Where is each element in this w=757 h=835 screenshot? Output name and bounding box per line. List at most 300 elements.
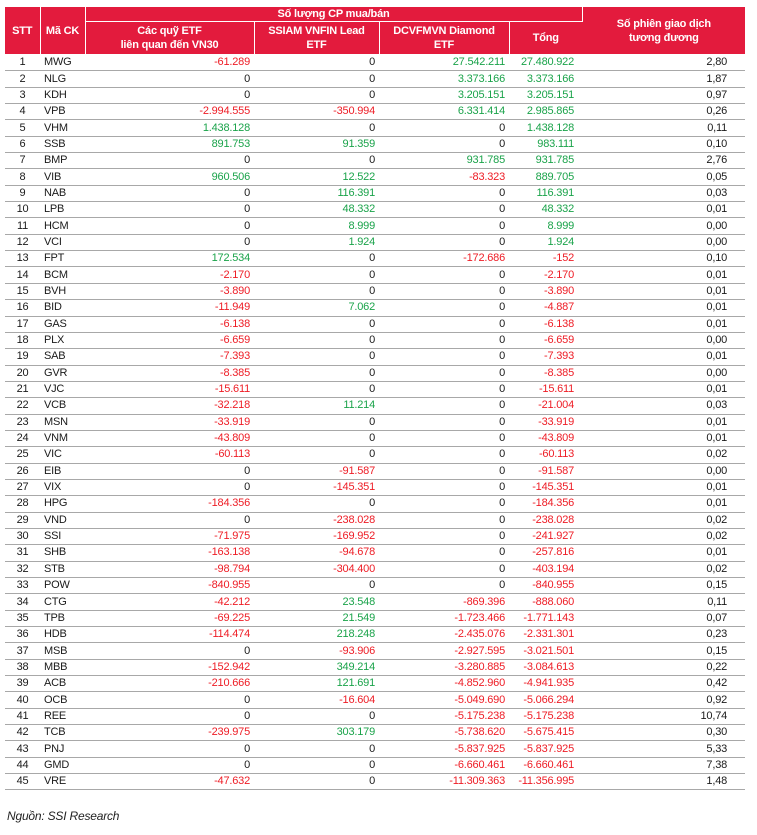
cell-ssiam: 0 [254, 365, 379, 381]
cell-dcvfmvn: 0 [379, 349, 509, 365]
cell-ssiam: 12.522 [254, 169, 379, 185]
cell-total: -4.941.935 [509, 676, 582, 692]
table-row [5, 87, 745, 103]
cell-stt: 37 [5, 643, 40, 659]
table-row [5, 757, 745, 773]
cell-stt: 28 [5, 496, 40, 512]
table-row [5, 659, 745, 675]
table-row [5, 496, 745, 512]
cell-total: -33.919 [509, 414, 582, 430]
cell-ticker: MSB [40, 643, 85, 659]
cell-sessions: 0,01 [582, 381, 745, 397]
cell-ticker: STB [40, 561, 85, 577]
cell-etf-vn30: -184.356 [85, 496, 254, 512]
cell-total: -6.659 [509, 332, 582, 348]
cell-sessions: 1,87 [582, 71, 745, 87]
cell-etf-vn30: -69.225 [85, 610, 254, 626]
cell-etf-vn30: 0 [85, 463, 254, 479]
cell-etf-vn30: -7.393 [85, 349, 254, 365]
cell-etf-vn30: -15.611 [85, 381, 254, 397]
table-row [5, 283, 745, 299]
etf-flow-table-container [5, 7, 745, 790]
cell-total: -91.587 [509, 463, 582, 479]
cell-dcvfmvn: 0 [379, 234, 509, 250]
cell-stt: 6 [5, 136, 40, 152]
cell-total: -403.194 [509, 561, 582, 577]
cell-dcvfmvn: 0 [379, 381, 509, 397]
cell-sessions: 0,10 [582, 251, 745, 267]
cell-sessions: 0,01 [582, 267, 745, 283]
cell-dcvfmvn: 0 [379, 561, 509, 577]
table-row [5, 676, 745, 692]
cell-ticker: VCI [40, 234, 85, 250]
header-sessions-line1: Số phiên giao dịch [616, 17, 711, 30]
cell-ssiam: 0 [254, 381, 379, 397]
cell-etf-vn30: 0 [85, 185, 254, 201]
cell-ssiam: -94.678 [254, 545, 379, 561]
cell-sessions: 0,00 [582, 234, 745, 250]
cell-ssiam: 7.062 [254, 300, 379, 316]
cell-ticker: FPT [40, 251, 85, 267]
cell-stt: 18 [5, 332, 40, 348]
cell-stt: 27 [5, 479, 40, 495]
cell-sessions: 2,80 [582, 55, 745, 71]
cell-dcvfmvn: 0 [379, 512, 509, 528]
cell-stt: 41 [5, 708, 40, 724]
cell-total: -8.385 [509, 365, 582, 381]
table-row [5, 594, 745, 610]
table-row [5, 578, 745, 594]
cell-sessions: 0,03 [582, 398, 745, 414]
cell-stt: 22 [5, 398, 40, 414]
table-row [5, 202, 745, 218]
cell-stt: 2 [5, 71, 40, 87]
cell-sessions: 0,15 [582, 643, 745, 659]
cell-sessions: 0,22 [582, 659, 745, 675]
cell-ssiam: -91.587 [254, 463, 379, 479]
cell-ssiam: -93.906 [254, 643, 379, 659]
cell-etf-vn30: 0 [85, 202, 254, 218]
cell-ssiam: -238.028 [254, 512, 379, 528]
cell-dcvfmvn: 0 [379, 185, 509, 201]
table-row [5, 708, 745, 724]
cell-dcvfmvn: 3.205.151 [379, 87, 509, 103]
cell-sessions: 0,02 [582, 561, 745, 577]
cell-total: -11.356.995 [509, 774, 582, 790]
cell-etf-vn30: -98.794 [85, 561, 254, 577]
cell-stt: 43 [5, 741, 40, 757]
cell-total: -60.113 [509, 447, 582, 463]
cell-ssiam: 8.999 [254, 218, 379, 234]
cell-etf-vn30: 0 [85, 87, 254, 103]
cell-dcvfmvn: 0 [379, 578, 509, 594]
cell-ticker: TCB [40, 725, 85, 741]
cell-sessions: 0,42 [582, 676, 745, 692]
table-row [5, 169, 745, 185]
cell-ticker: SSI [40, 528, 85, 544]
cell-ssiam: 0 [254, 153, 379, 169]
table-row [5, 414, 745, 430]
header-dcvfmvn-line1: DCVFMVN Diamond [393, 25, 495, 37]
cell-total: 3.373.166 [509, 71, 582, 87]
cell-total: -840.955 [509, 578, 582, 594]
cell-ticker: BCM [40, 267, 85, 283]
cell-sessions: 0,11 [582, 594, 745, 610]
cell-sessions: 0,01 [582, 414, 745, 430]
cell-etf-vn30: 0 [85, 153, 254, 169]
cell-stt: 30 [5, 528, 40, 544]
cell-ssiam: 91.359 [254, 136, 379, 152]
cell-etf-vn30: -163.138 [85, 545, 254, 561]
cell-total: -6.138 [509, 316, 582, 332]
header-dcvfmvn-line2: ETF [433, 39, 455, 51]
cell-ticker: SHB [40, 545, 85, 561]
cell-stt: 45 [5, 774, 40, 790]
header-ssiam [254, 22, 379, 55]
table-row [5, 447, 745, 463]
cell-stt: 35 [5, 610, 40, 626]
cell-ssiam: 116.391 [254, 185, 379, 201]
cell-sessions: 0,10 [582, 136, 745, 152]
table-row [5, 545, 745, 561]
cell-stt: 38 [5, 659, 40, 675]
cell-stt: 24 [5, 430, 40, 446]
cell-stt: 16 [5, 300, 40, 316]
cell-dcvfmvn: -4.852.960 [379, 676, 509, 692]
cell-ticker: CTG [40, 594, 85, 610]
cell-ssiam: 21.549 [254, 610, 379, 626]
cell-dcvfmvn: 0 [379, 283, 509, 299]
cell-ssiam: 0 [254, 496, 379, 512]
cell-total: -5.066.294 [509, 692, 582, 708]
cell-etf-vn30: 0 [85, 692, 254, 708]
cell-total: -888.060 [509, 594, 582, 610]
cell-total: -5.675.415 [509, 725, 582, 741]
cell-dcvfmvn: 0 [379, 218, 509, 234]
cell-dcvfmvn: 931.785 [379, 153, 509, 169]
cell-stt: 10 [5, 202, 40, 218]
cell-ticker: VND [40, 512, 85, 528]
table-row [5, 627, 745, 643]
cell-dcvfmvn: -5.049.690 [379, 692, 509, 708]
cell-sessions: 0,11 [582, 120, 745, 136]
header-ma-ck: Mã CK [40, 7, 85, 55]
cell-etf-vn30: -6.659 [85, 332, 254, 348]
cell-stt: 17 [5, 316, 40, 332]
cell-dcvfmvn: 0 [379, 430, 509, 446]
cell-dcvfmvn: -2.927.595 [379, 643, 509, 659]
table-row [5, 463, 745, 479]
cell-ticker: POW [40, 578, 85, 594]
cell-total: -145.351 [509, 479, 582, 495]
cell-ssiam: 303.179 [254, 725, 379, 741]
cell-stt: 19 [5, 349, 40, 365]
cell-ticker: VNM [40, 430, 85, 446]
cell-ticker: PLX [40, 332, 85, 348]
table-row [5, 365, 745, 381]
header-group-shares: Số lượng CP mua/bán [85, 7, 582, 22]
header-ssiam-line1: SSIAM VNFIN Lead [268, 25, 365, 37]
cell-dcvfmvn: 0 [379, 136, 509, 152]
cell-ssiam: 0 [254, 757, 379, 773]
cell-ticker: GVR [40, 365, 85, 381]
cell-ssiam: 0 [254, 87, 379, 103]
cell-stt: 8 [5, 169, 40, 185]
cell-ticker: VCB [40, 398, 85, 414]
cell-stt: 32 [5, 561, 40, 577]
table-row [5, 774, 745, 790]
cell-ticker: MWG [40, 55, 85, 71]
cell-etf-vn30: 0 [85, 234, 254, 250]
cell-ticker: GAS [40, 316, 85, 332]
cell-sessions: 0,30 [582, 725, 745, 741]
table-row [5, 610, 745, 626]
cell-sessions: 0,01 [582, 496, 745, 512]
cell-sessions: 0,01 [582, 316, 745, 332]
cell-etf-vn30: -3.890 [85, 283, 254, 299]
cell-ssiam: 0 [254, 774, 379, 790]
cell-ssiam: -350.994 [254, 104, 379, 120]
cell-ticker: HDB [40, 627, 85, 643]
cell-stt: 11 [5, 218, 40, 234]
cell-ssiam: 1.924 [254, 234, 379, 250]
cell-dcvfmvn: -5.837.925 [379, 741, 509, 757]
cell-total: -5.175.238 [509, 708, 582, 724]
cell-ssiam: 0 [254, 741, 379, 757]
table-row [5, 332, 745, 348]
cell-ticker: MBB [40, 659, 85, 675]
cell-total: -257.816 [509, 545, 582, 561]
cell-dcvfmvn: 0 [379, 528, 509, 544]
header-ssiam-line2: ETF [306, 39, 327, 51]
cell-total: 116.391 [509, 185, 582, 201]
cell-ticker: GMD [40, 757, 85, 773]
cell-dcvfmvn: 27.542.211 [379, 55, 509, 71]
table-row [5, 300, 745, 316]
cell-stt: 3 [5, 87, 40, 103]
cell-stt: 31 [5, 545, 40, 561]
cell-etf-vn30: -33.919 [85, 414, 254, 430]
cell-total: -241.927 [509, 528, 582, 544]
cell-stt: 20 [5, 365, 40, 381]
cell-sessions: 2,76 [582, 153, 745, 169]
cell-etf-vn30: 0 [85, 643, 254, 659]
cell-sessions: 7,38 [582, 757, 745, 773]
cell-ticker: OCB [40, 692, 85, 708]
cell-sessions: 0,01 [582, 300, 745, 316]
cell-sessions: 0,03 [582, 185, 745, 201]
cell-total: -238.028 [509, 512, 582, 528]
cell-ssiam: 0 [254, 316, 379, 332]
cell-dcvfmvn: 0 [379, 365, 509, 381]
cell-stt: 5 [5, 120, 40, 136]
cell-ticker: VPB [40, 104, 85, 120]
cell-dcvfmvn: -6.660.461 [379, 757, 509, 773]
cell-stt: 13 [5, 251, 40, 267]
cell-etf-vn30: 1.438.128 [85, 120, 254, 136]
header-sessions-line2: tương đương [628, 31, 699, 44]
cell-sessions: 0,92 [582, 692, 745, 708]
cell-sessions: 0,01 [582, 479, 745, 495]
cell-dcvfmvn: 0 [379, 545, 509, 561]
cell-sessions: 10,74 [582, 708, 745, 724]
cell-ticker: BMP [40, 153, 85, 169]
cell-total: -6.660.461 [509, 757, 582, 773]
cell-total: -43.809 [509, 430, 582, 446]
cell-total: 1.924 [509, 234, 582, 250]
cell-stt: 23 [5, 414, 40, 430]
cell-etf-vn30: -239.975 [85, 725, 254, 741]
cell-dcvfmvn: -83.323 [379, 169, 509, 185]
table-row [5, 512, 745, 528]
cell-ssiam: 0 [254, 430, 379, 446]
cell-ssiam: 0 [254, 55, 379, 71]
cell-stt: 9 [5, 185, 40, 201]
cell-stt: 25 [5, 447, 40, 463]
cell-total: 8.999 [509, 218, 582, 234]
cell-total: -21.004 [509, 398, 582, 414]
cell-dcvfmvn: -5.738.620 [379, 725, 509, 741]
cell-total: 983.111 [509, 136, 582, 152]
cell-dcvfmvn: -1.723.466 [379, 610, 509, 626]
cell-etf-vn30: -11.949 [85, 300, 254, 316]
cell-ssiam: 218.248 [254, 627, 379, 643]
cell-etf-vn30: 891.753 [85, 136, 254, 152]
table-row [5, 153, 745, 169]
cell-total: -3.084.613 [509, 659, 582, 675]
cell-dcvfmvn: 0 [379, 496, 509, 512]
cell-dcvfmvn: 0 [379, 120, 509, 136]
cell-ticker: REE [40, 708, 85, 724]
header-dcvfmvn [379, 22, 509, 55]
cell-total: -4.887 [509, 300, 582, 316]
cell-dcvfmvn: 0 [379, 447, 509, 463]
cell-total: -3.890 [509, 283, 582, 299]
cell-dcvfmvn: -2.435.076 [379, 627, 509, 643]
cell-dcvfmvn: 0 [379, 414, 509, 430]
cell-sessions: 0,02 [582, 512, 745, 528]
cell-total: 1.438.128 [509, 120, 582, 136]
cell-etf-vn30: -2.994.555 [85, 104, 254, 120]
cell-ssiam: -145.351 [254, 479, 379, 495]
cell-total: 3.205.151 [509, 87, 582, 103]
cell-ticker: NLG [40, 71, 85, 87]
cell-sessions: 0,00 [582, 365, 745, 381]
table-row [5, 398, 745, 414]
cell-ticker: LPB [40, 202, 85, 218]
cell-sessions: 0,26 [582, 104, 745, 120]
table-row [5, 430, 745, 446]
cell-ticker: NAB [40, 185, 85, 201]
cell-dcvfmvn: 0 [379, 202, 509, 218]
source-note: Nguồn: SSI Research [7, 809, 120, 823]
cell-stt: 44 [5, 757, 40, 773]
cell-sessions: 0,01 [582, 283, 745, 299]
cell-sessions: 0,01 [582, 202, 745, 218]
cell-total: -7.393 [509, 349, 582, 365]
cell-dcvfmvn: 0 [379, 479, 509, 495]
cell-ssiam: 0 [254, 120, 379, 136]
table-row [5, 71, 745, 87]
cell-stt: 12 [5, 234, 40, 250]
cell-total: -2.331.301 [509, 627, 582, 643]
cell-etf-vn30: -42.212 [85, 594, 254, 610]
cell-ssiam: 0 [254, 332, 379, 348]
cell-sessions: 0,05 [582, 169, 745, 185]
cell-ticker: TPB [40, 610, 85, 626]
cell-etf-vn30: 0 [85, 741, 254, 757]
cell-sessions: 0,02 [582, 528, 745, 544]
table-row [5, 316, 745, 332]
cell-dcvfmvn: -3.280.885 [379, 659, 509, 675]
cell-ticker: VIB [40, 169, 85, 185]
cell-ticker: MSN [40, 414, 85, 430]
table-row [5, 692, 745, 708]
cell-dcvfmvn: 6.331.414 [379, 104, 509, 120]
cell-total: 48.332 [509, 202, 582, 218]
table-row [5, 120, 745, 136]
cell-ssiam: 0 [254, 283, 379, 299]
header-tong: Tổng [509, 22, 582, 55]
cell-stt: 34 [5, 594, 40, 610]
cell-ssiam: 11.214 [254, 398, 379, 414]
cell-etf-vn30: -60.113 [85, 447, 254, 463]
cell-ssiam: 0 [254, 578, 379, 594]
table-row [5, 218, 745, 234]
cell-total: -5.837.925 [509, 741, 582, 757]
cell-stt: 40 [5, 692, 40, 708]
cell-ssiam: -169.952 [254, 528, 379, 544]
cell-ticker: BID [40, 300, 85, 316]
cell-ssiam: 0 [254, 71, 379, 87]
cell-dcvfmvn: -172.686 [379, 251, 509, 267]
cell-etf-vn30: 0 [85, 512, 254, 528]
cell-etf-vn30: -71.975 [85, 528, 254, 544]
cell-sessions: 5,33 [582, 741, 745, 757]
cell-ssiam: 349.214 [254, 659, 379, 675]
cell-ticker: VRE [40, 774, 85, 790]
cell-ssiam: 0 [254, 349, 379, 365]
header-etf-vn30-line1: Các quỹ ETF [137, 25, 202, 37]
cell-dcvfmvn: 0 [379, 398, 509, 414]
cell-ssiam: 0 [254, 267, 379, 283]
cell-sessions: 0,07 [582, 610, 745, 626]
cell-ticker: HPG [40, 496, 85, 512]
table-header [5, 7, 745, 55]
table-row [5, 381, 745, 397]
cell-sessions: 0,97 [582, 87, 745, 103]
cell-ticker: PNJ [40, 741, 85, 757]
cell-dcvfmvn: 0 [379, 332, 509, 348]
cell-ticker: ACB [40, 676, 85, 692]
table-row [5, 528, 745, 544]
cell-ticker: SAB [40, 349, 85, 365]
cell-total: 889.705 [509, 169, 582, 185]
table-row [5, 479, 745, 495]
cell-ssiam: 48.332 [254, 202, 379, 218]
header-etf-vn30 [85, 22, 254, 55]
cell-etf-vn30: 0 [85, 479, 254, 495]
cell-stt: 39 [5, 676, 40, 692]
table-row [5, 349, 745, 365]
cell-etf-vn30: -210.666 [85, 676, 254, 692]
cell-total: 27.480.922 [509, 55, 582, 71]
cell-etf-vn30: 0 [85, 71, 254, 87]
table-row [5, 185, 745, 201]
table-row [5, 561, 745, 577]
cell-stt: 4 [5, 104, 40, 120]
header-stt: STT [5, 7, 40, 55]
